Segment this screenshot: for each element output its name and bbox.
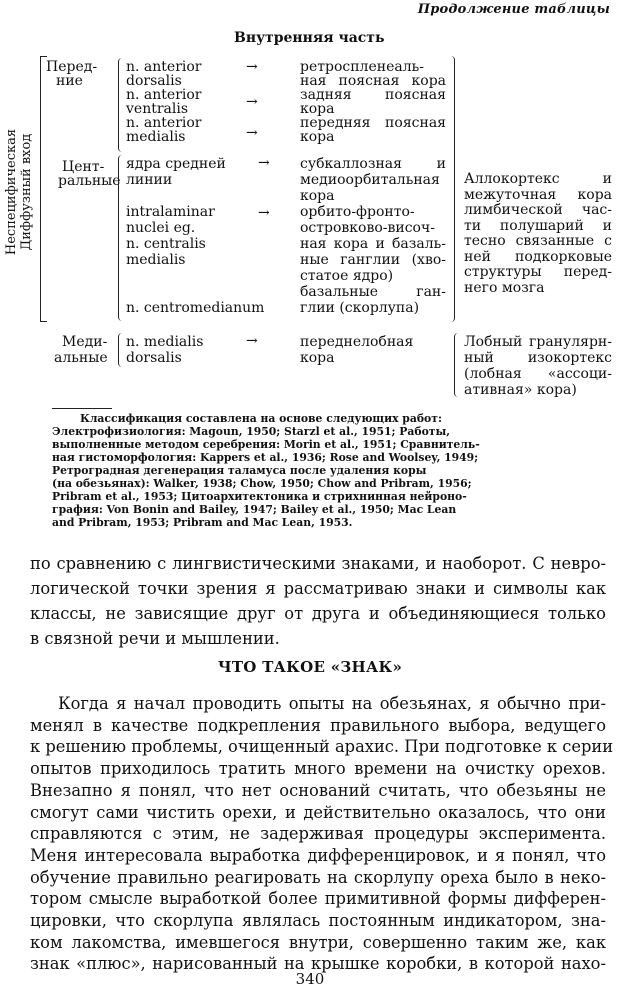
footnote-rule	[52, 408, 112, 409]
nuclei-medial: n. medialis dorsalis	[126, 334, 204, 366]
arrow-anterior-3: →	[246, 125, 258, 141]
vertical-group-brace	[40, 56, 47, 322]
right-brace-upper	[449, 56, 455, 322]
section-heading: ЧТО ТАКОЕ «ЗНАК»	[217, 658, 403, 676]
running-header: Продолжение таблицы	[417, 2, 610, 17]
group-label-anterior: Перед- ние	[46, 59, 98, 89]
group-label-central: Цент- ральные	[58, 159, 121, 189]
vertical-label: Неспецифическая Диффузный вход	[4, 128, 34, 256]
cortex-medial: Лобный гранулярн- ный изокортекс (лобная «ассоци- ативная» кора)	[464, 334, 612, 398]
page-number: 340	[295, 970, 325, 988]
targets-central: субкаллозная и медиоорбитальная кора орбито-фронто- островково-височ- ная кора и базаль- ные ганглии (хво- статое ядро) базальные ган- глии (скорлупа)	[300, 156, 446, 316]
nuclei-anterior: n. anterior dorsalis n. anterior ventralis n. anterior medialis	[126, 59, 202, 145]
arrow-central-1: →	[258, 155, 270, 171]
brace-central	[118, 155, 124, 321]
brace-medial	[118, 333, 124, 367]
arrow-anterior-1: →	[246, 59, 258, 75]
footnote: Классификация составлена на основе следующих работ: Электрофизиология: Magoun, 1950; Starzl et al., 1951; Работы, выполненные методом серебрения: Morin et al., 1951; Сравнитель- ная гистоморфология: Kappers et al., 1936; Rose and Woolsey, 1949; Ретроградная дегенерация таламуса после удаления коры (на обезьянах): Walker, 1938; Chow, 1950; Chow and Pribram, 1956; Pribram et al., 1953; Цитоархитектоника и стрихнинная нейроно- графия: Von Bonin and Bailey, 1947; Bailey et al., 1950; Mac Lean and Pribram, 1953; Pribram and Mac Lean, 1953.	[52, 412, 480, 529]
targets-anterior: ретроспленеаль- ная поясная кора задняя поясная кора передняя поясная кора	[300, 59, 446, 145]
left-brace-medial-cortex	[454, 333, 460, 397]
table-section-title: Внутренняя часть	[234, 30, 385, 46]
arrow-central-2: →	[258, 205, 270, 221]
cortex-central: Аллокортекс и межуточная кора лимбической час- ти полушарий и тесно связанные с ней подкорковые структуры перед- него мозга	[464, 171, 612, 296]
nuclei-central: ядра средней линии intralaminar nuclei eg. n. centralis medialis n. centromedianum	[126, 156, 265, 316]
arrow-medial: →	[246, 333, 258, 349]
targets-medial: переднелобная кора	[300, 334, 414, 366]
brace-anterior	[118, 58, 124, 152]
arrow-anterior-2: →	[246, 94, 258, 110]
paragraph-2: Когда я начал проводить опыты на обезьянах, я обычно при- менял в качестве подкрепления правильного выбора, ведущего к решению проблемы, очищенный арахис. При подготовке к серии опытов приходилось тратить много времени на очистку орехов. Внезапно я понял, что нет оснований считать, что обезьяны не смогут сами чистить орехи, и действительно оказалось, что они справляются с этим, не задерживая процедуры эксперимента. Меня интересовала выработка дифференцировок, и я понял, что обучение правильно реагировать на скорлупу ореха было в неко- тором смысле выработкой более примитивной формы дифферен- цировки, что скорлупа являлась постоянным индикатором, зна- ком лакомства, имевшегося внутри, совершенно таким же, как знак «плюс», нарисованный на крышке коробки, в которой нахо-	[30, 694, 614, 974]
paragraph-1: по сравнению с лингвистическими знаками, и наоборот. С невро- логической точки зрения я рассматриваю знаки и символы как классы, не зависящие друг от друга и объединяющиеся только в связной речи и мышлении.	[30, 554, 606, 648]
group-label-medial: Меди- альные	[54, 334, 108, 366]
